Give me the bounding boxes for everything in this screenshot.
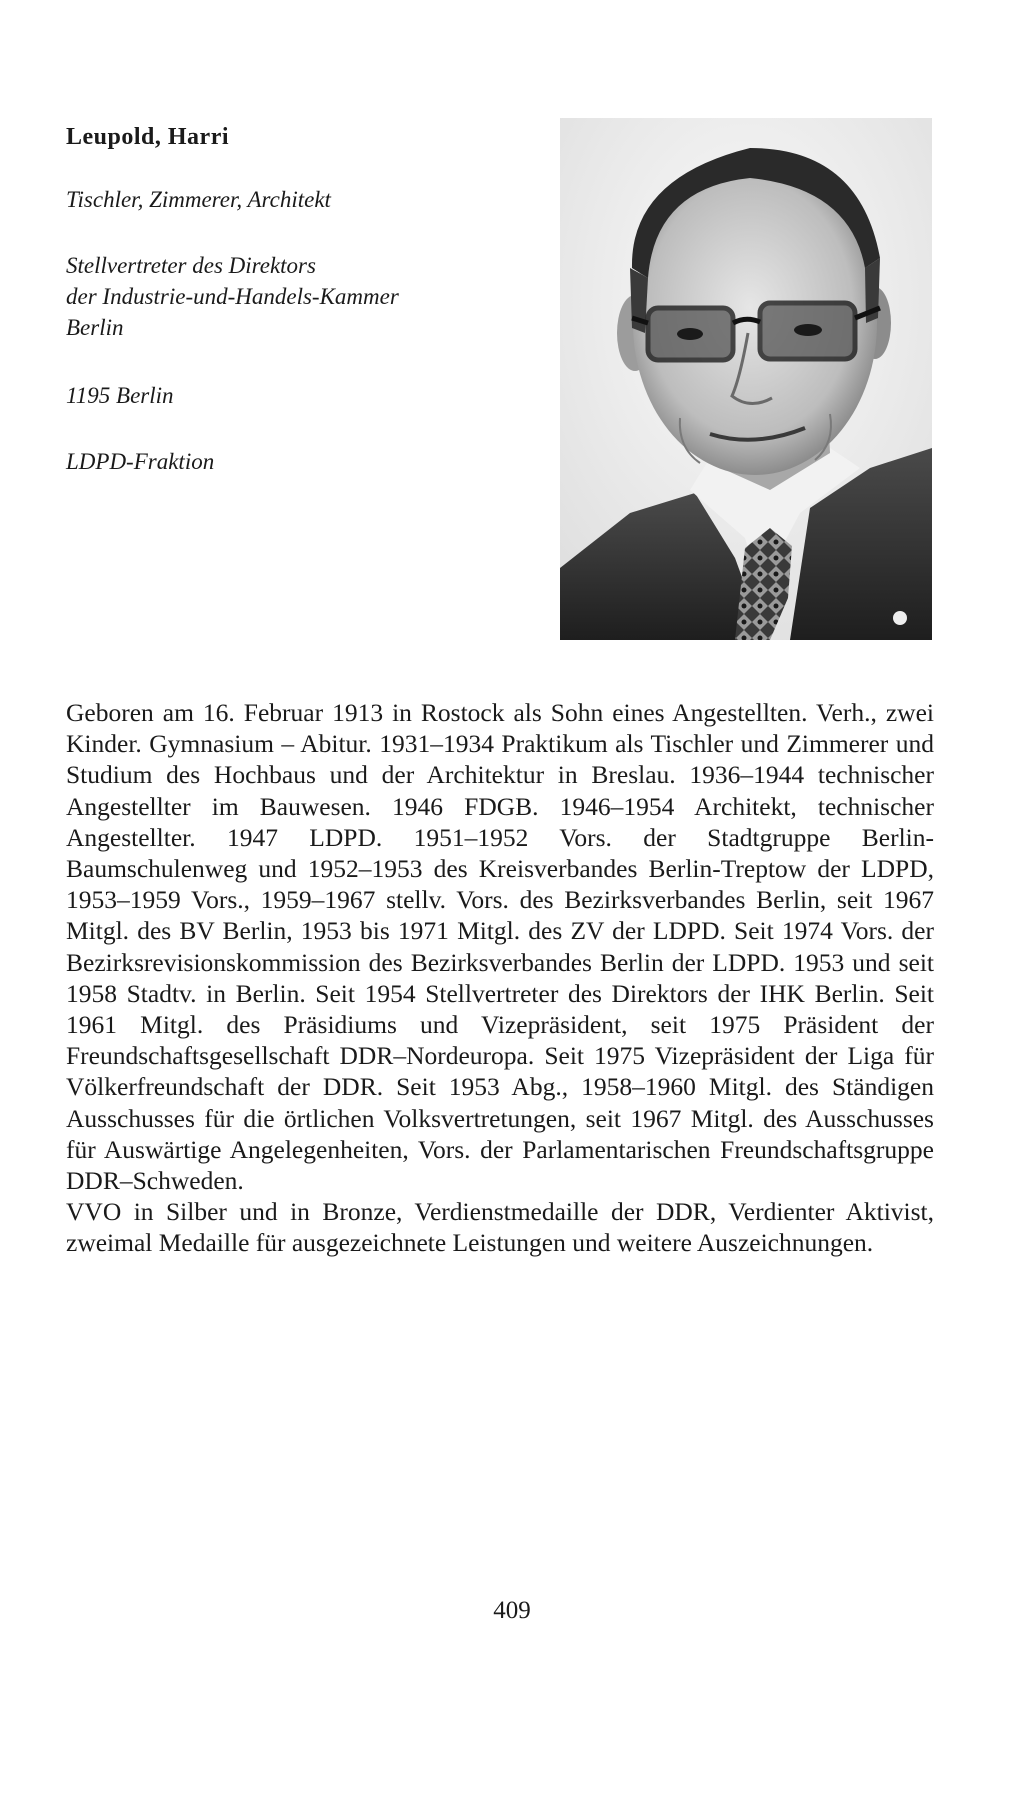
faction: LDPD-Fraktion	[66, 449, 215, 474]
position	[66, 250, 399, 343]
position-line: Stellvertreter des Direktors	[66, 253, 316, 278]
biography	[66, 697, 934, 1259]
awards-paragraph: VVO in Silber und in Bronze, Verdienstmedaille der DDR, Verdienter Aktivist, zweimal Medaille für ausgezeichnete Leistungen und weitere Auszeichnungen.	[66, 1197, 934, 1258]
location: 1195 Berlin	[66, 383, 174, 408]
portrait-illustration	[560, 118, 932, 640]
portrait-photo	[560, 118, 932, 640]
profession: Tischler, Zimmerer, Architekt	[66, 187, 331, 212]
biography-paragraph: Geboren am 16. Februar 1913 in Rostock als Sohn eines Angestellten. Verh., zwei Kinder. Gymnasium – Abitur. 1931–1934 Praktikum als Tischler und Zimmerer und Studium des Hochbaus und der Architektur in Breslau. 1936–1944 technischer Angestellter im Bauwesen. 1946 FDGB. 1946–1954 Architekt, technischer Angestellter. 1947 LDPD. 1951–1952 Vors. der Stadtgruppe Berlin-Baumschulenweg und 1952–1953 des Kreisverbandes Berlin-Treptow der LDPD, 1953–1959 Vors., 1959–1967 stellv. Vors. des Bezirksverbandes Berlin, seit 1967 Mitgl. des BV Berlin, 1953 bis 1971 Mitgl. des ZV der LDPD. Seit 1974 Vors. der Bezirksrevisionskommission des Bezirksverbandes Berlin der LDPD. 1953 und seit 1958 Stadtv. in Berlin. Seit 1954 Stellvertreter des Direktors der IHK Berlin. Seit 1961 Mitgl. des Präsidiums und Vizepräsident, seit 1975 Präsident der Freundschaftsgesellschaft DDR–Nordeuropa. Seit 1975 Vizepräsident der Liga für Völkerfreundschaft der DDR. Seit 1953 Abg., 1958–1960 Mitgl. des Ständigen Ausschusses für die örtlichen Volksvertretungen, seit 1967 Mitgl. des Ausschusses für Auswärtige Angelegenheiten, Vors. der Parlamentarischen Freundschaftsgruppe DDR–Schweden.	[66, 698, 934, 1196]
position-line: der Industrie-und-Handels-Kammer	[66, 284, 399, 309]
page-number: 409	[493, 1597, 531, 1624]
position-line: Berlin	[66, 315, 124, 340]
entry-header	[66, 122, 536, 474]
person-name: Leupold, Harri	[66, 124, 230, 150]
